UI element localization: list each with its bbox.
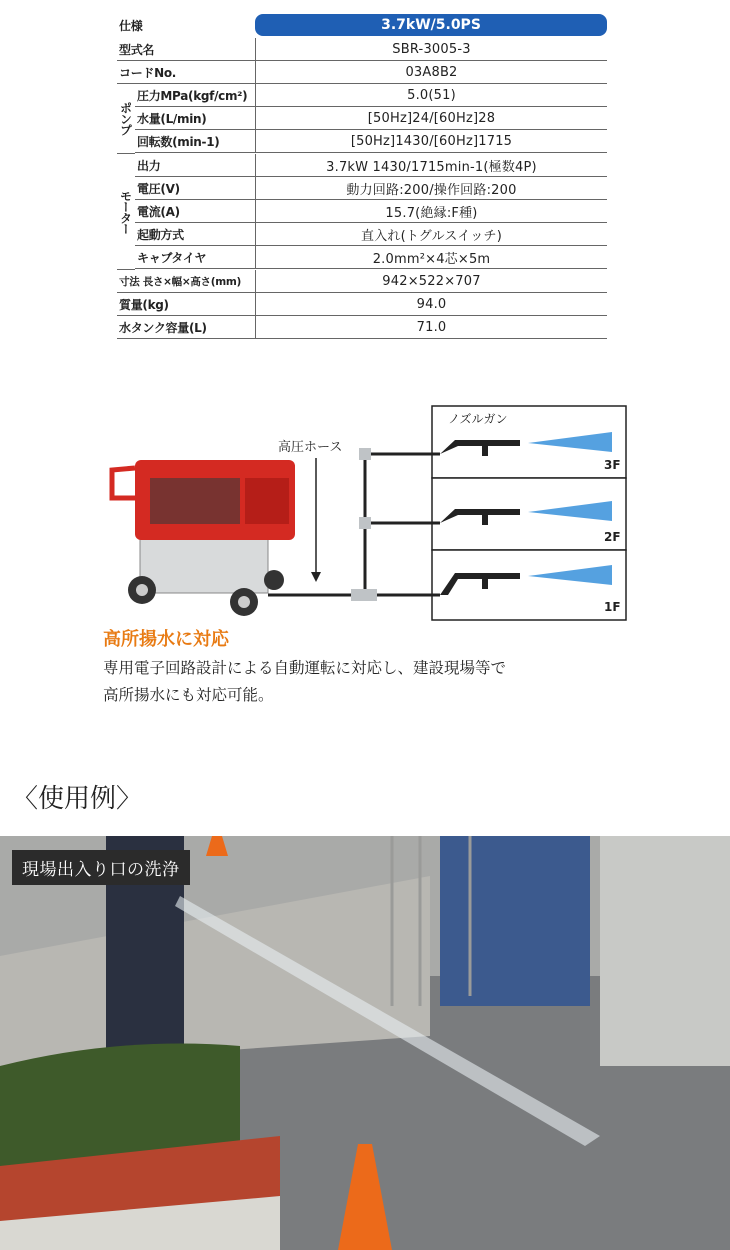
feature-title: 高所揚水に対応 [103,629,229,650]
spec-row-model [117,38,607,61]
spec-value: 2.0mm²×4芯×5m [255,246,607,268]
spec-label: 型式名 [119,42,155,57]
floor-label-2f: 2F [604,530,621,544]
spec-row-mass [117,293,607,316]
down-arrow [311,458,321,582]
usage-photo-illustration [0,836,730,1250]
spec-label: 寸法 長さ×幅×高さ(mm) [119,275,242,288]
spec-row-motor [135,154,607,177]
spec-value: 15.7(絶縁:F種) [255,200,607,222]
spec-label: キャブタイヤ [137,250,207,265]
spec-value: 03A8B2 [255,61,607,83]
spec-row-tank [117,316,607,339]
motor-group-tag: モーター [117,154,135,270]
spec-label: 圧力MPa(kgf/cm²) [137,88,248,103]
spec-label: 回転数(min-1) [137,134,220,149]
spec-label: 電流(A) [137,204,180,219]
spec-value: 942×522×707 [255,270,607,292]
spec-value: 94.0 [255,293,607,315]
usage-photo [0,836,730,1250]
spec-row-dimensions [117,270,607,293]
spec-row-motor [135,200,607,223]
washer-machine-illustration [112,460,295,616]
spec-value: 動力回路:200/操作回路:200 [255,177,607,199]
motor-group [117,154,607,270]
pump-group [117,84,607,154]
spec-value: 71.0 [255,316,607,338]
spec-value: 5.0(51) [255,84,607,106]
spec-row-code [117,61,607,84]
feature-body [103,655,663,709]
spec-label: 質量(kg) [119,297,169,312]
spec-row-pump [135,84,607,107]
diagram-graphic [0,390,730,635]
pump-group-tag: ポンプ [117,84,135,154]
high-lift-diagram [0,390,730,635]
spec-row-pump [135,130,607,153]
spec-value: [50Hz]1430/[60Hz]1715 [255,130,607,152]
floor-label-1f: 1F [604,600,621,614]
spec-row-motor [135,246,607,269]
feature-body-line: 専用電子回路設計による自動運転に対応し、建設現場等で [103,659,507,677]
spec-value: 3.7kW 1430/1715min-1(極数4P) [255,154,607,176]
feature-body-line: 高所揚水にも対応可能。 [103,686,274,704]
spec-header-label: 仕様 [119,18,143,33]
spec-row-motor [135,223,607,246]
floor-label-3f: 3F [604,458,621,472]
hose-label: 高圧ホース [278,440,343,455]
photo-caption: 現場出入り口の洗浄 [12,850,190,885]
nozzle-label: ノズルガン [448,412,508,426]
spec-header-row [117,12,607,38]
spec-value: 直入れ(トグルスイッチ) [255,223,607,245]
spec-label: 電圧(V) [137,181,180,196]
spec-value: SBR-3005-3 [255,38,607,60]
spec-header-value: 3.7kW/5.0PS [255,14,607,36]
usage-heading: 〈使用例〉 [12,784,143,814]
spec-table [117,12,607,339]
spec-label: 水タンク容量(L) [119,320,207,335]
spec-value: [50Hz]24/[60Hz]28 [255,107,607,129]
spec-row-motor [135,177,607,200]
spec-label: コードNo. [119,65,177,80]
spec-label: 出力 [137,158,161,173]
spec-row-pump [135,107,607,130]
spec-label: 水量(L/min) [137,111,207,126]
spec-label: 起動方式 [137,227,184,242]
